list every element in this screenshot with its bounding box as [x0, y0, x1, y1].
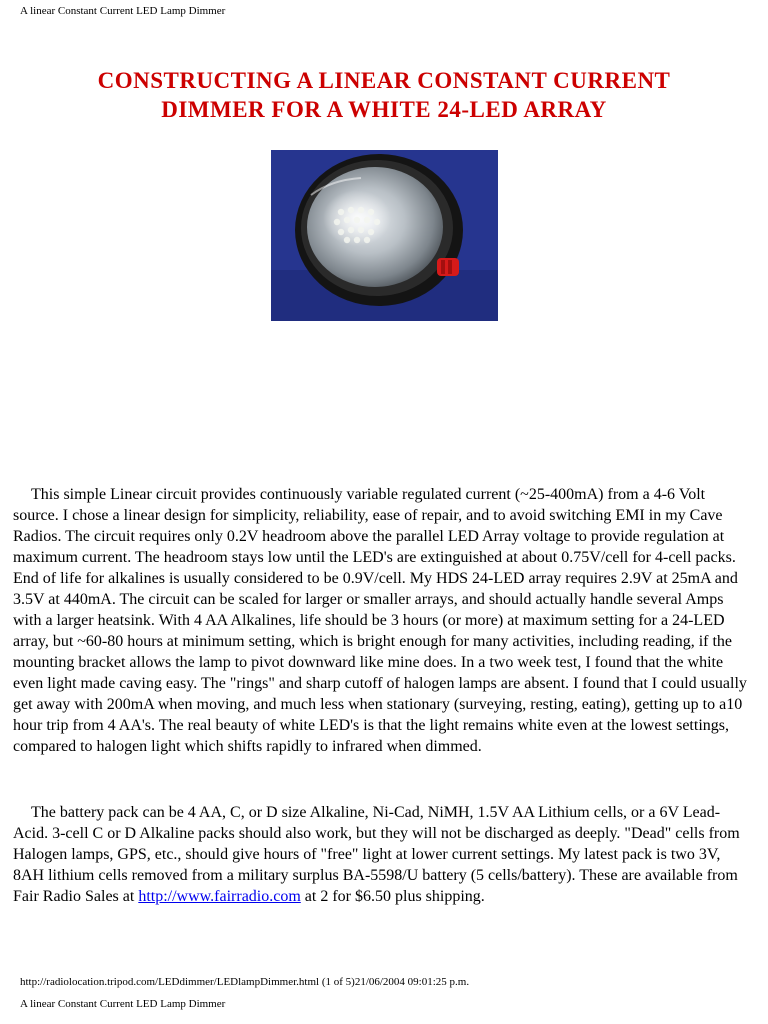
main-heading-line-1: CONSTRUCTING A LINEAR CONSTANT CURRENT	[97, 68, 671, 93]
main-heading-line-2: DIMMER FOR A WHITE 24-LED ARRAY	[161, 97, 607, 122]
paragraph-2-before-link: The battery pack can be 4 AA, C, or D size Alkaline, Ni-Cad, NiMH, 1.5V AA Lithium cells, or a 6V Lead-Acid. 3-cell C or D Alkaline packs should also work, but they will not be discharged as deeply. "Dead" cells from Halogen lamps, GPS, etc., should give hours of "free" light at lower current settings. My latest pack is two 3V, 8AH lithium cells removed from a military surplus BA-5598/U battery (5 cells/battery). These are available from Fair Radio Sales at	[13, 804, 740, 905]
paragraph-2	[13, 802, 753, 907]
paragraph-2-text	[13, 802, 753, 907]
paragraph-2-after-link: at 2 for $6.50 plus shipping.	[300, 888, 485, 905]
led-lamp-photo	[271, 150, 498, 321]
page-header-title: A linear Constant Current LED Lamp Dimmer	[20, 5, 226, 17]
footer-url-line: http://radiolocation.tripod.com/LEDdimmer/LEDlampDimmer.html (1 of 5)21/06/2004 09:01:25 p.m.	[20, 976, 470, 988]
main-heading	[0, 66, 768, 124]
footer-page-title: A linear Constant Current LED Lamp Dimmer	[20, 998, 226, 1010]
fairradio-link[interactable]: http://www.fairradio.com	[138, 888, 301, 905]
paragraph-1	[13, 484, 753, 757]
paragraph-1-text: This simple Linear circuit provides continuously variable regulated current (~25-400mA) from a 4-6 Volt source. I chose a linear design for simplicity, reliability, ease of repair, and to avoid switching EMI in my Cave Radios. The circuit requires only 0.2V headroom above the parallel LED Array voltage to provide regulation at maximum current. The headroom stays low until the LED's are extinguished at about 0.75V/cell for 4-cell packs. End of life for alkalines is usually considered to be 0.9V/cell. My HDS 24-LED array requires 2.9V at 25mA and 3.5V at 440mA. The circuit can be scaled for larger or smaller arrays, and should actually handle several Amps with a larger heatsink. With 4 AA Alkalines, life should be 3 hours (or more) at maximum setting for a 24-LED array, but ~60-80 hours at minimum setting, which is bright enough for many activities, including reading, if the mounting bracket allows the lamp to pivot downward like mine does. In a two week test, I found that the white even light made caving easy. The "rings" and sharp cutoff of halogen lamps are absent. I found that I could usually get away with 200mA when moving, and much less when stationary (surveying, resting, eating), getting up to a10 hour trip from 4 AA's. The real beauty of white LED's is that the light remains white even at the lowest settings, compared to halogen light which shifts rapidly to infrared when dimmed.	[13, 486, 747, 755]
